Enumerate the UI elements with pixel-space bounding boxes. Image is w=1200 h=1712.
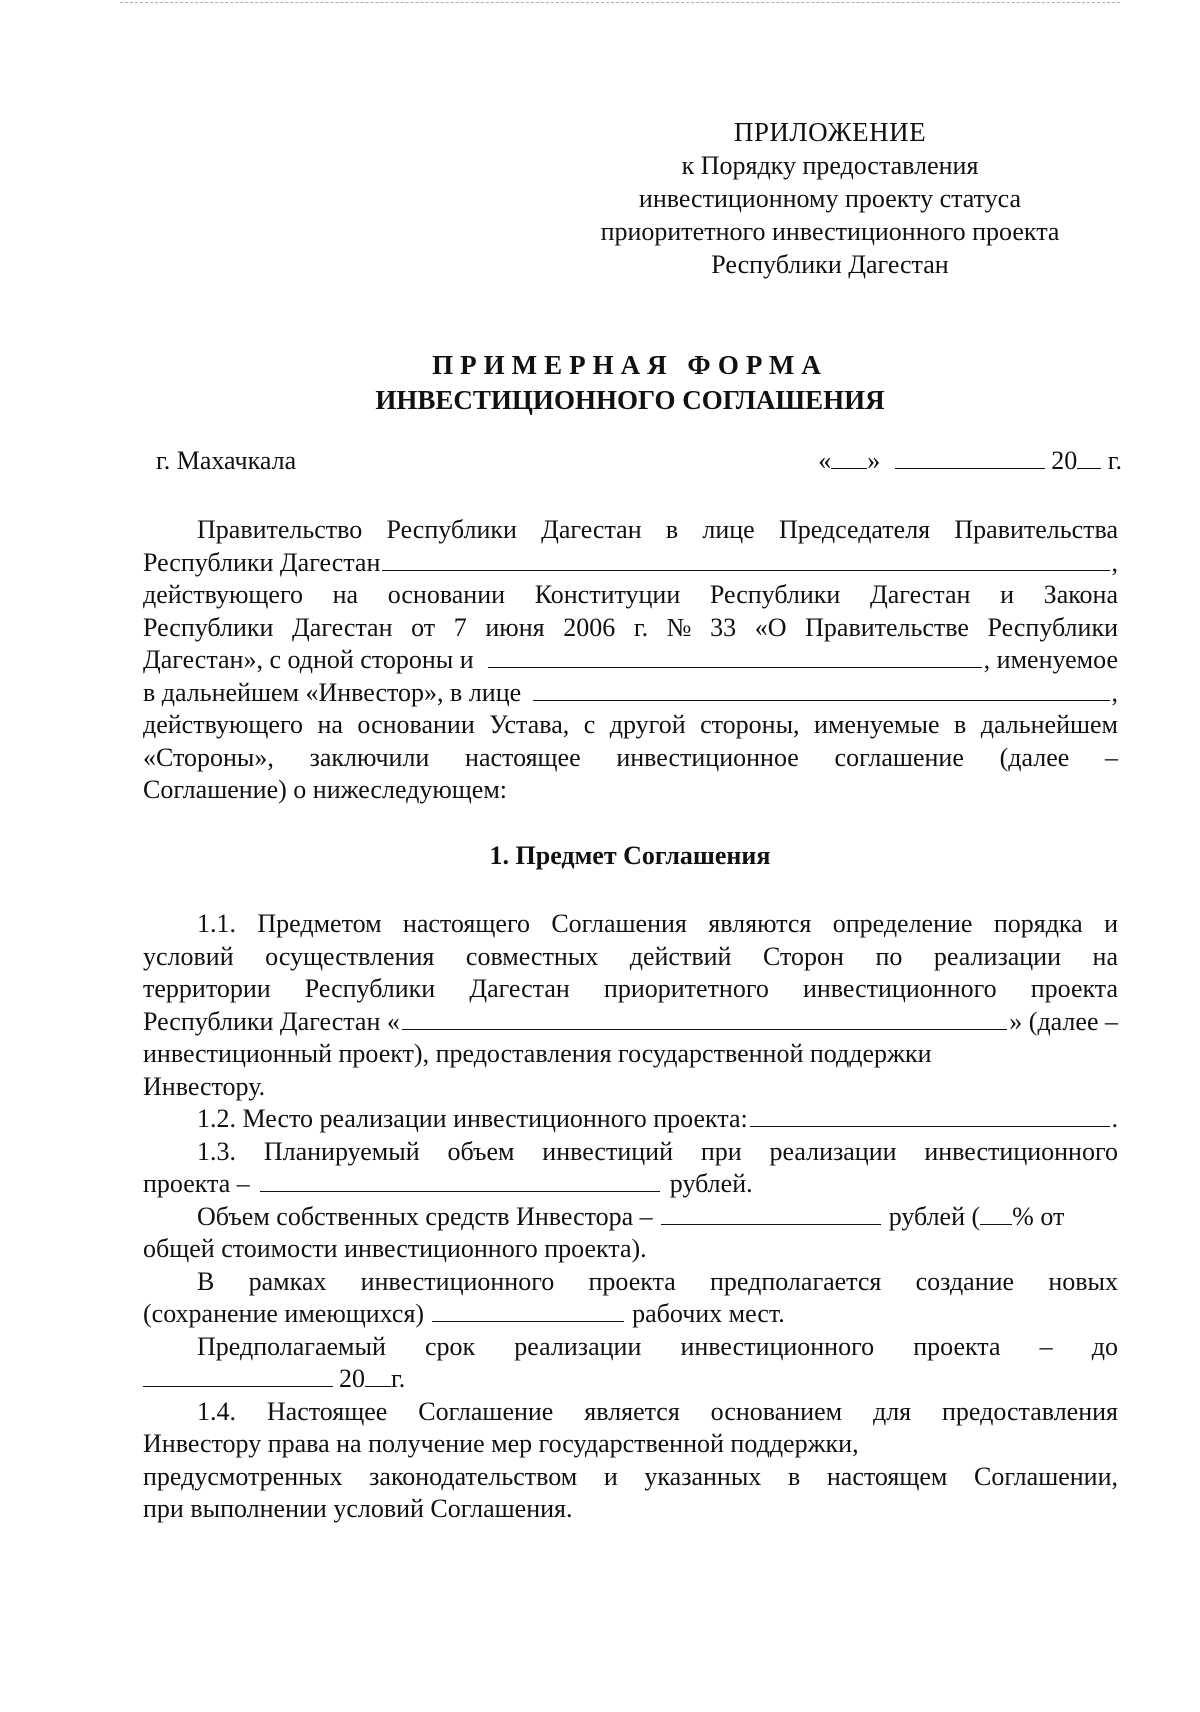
appendix-line: инвестиционному проекту статуса (638, 184, 1022, 213)
text: Республики Дагестан от 7 июня 2006 г. № 33 «О Правительстве Республики (143, 612, 1118, 642)
text: инвестиционный проект), предоставления государственной поддержки (143, 1039, 932, 1068)
text: , (1111, 677, 1118, 707)
representative-blank (533, 679, 1109, 701)
text: Республики Дагестан (143, 547, 381, 577)
text: при выполнении условий Соглашения. (143, 1494, 573, 1523)
jobs-blank (432, 1300, 624, 1322)
year-prefix: 20 (1051, 446, 1078, 475)
chairman-name-blank (382, 549, 1109, 571)
preamble-line (143, 514, 1118, 547)
clause-line (143, 1103, 1118, 1136)
clause-line (143, 1331, 1118, 1364)
section-title: 1. Предмет Соглашения (489, 841, 771, 870)
text: предусмотренных законодательством и указанных в настоящем Соглашении, (143, 1461, 1118, 1491)
appendix-line: к Порядку предоставления (681, 151, 979, 180)
text: рублей ( (888, 1201, 981, 1231)
month-blank (895, 447, 1045, 469)
text: «Стороны», заключили настоящее инвестиционное соглашение (далее – (143, 742, 1118, 772)
text: (сохранение имеющихся) (143, 1299, 425, 1328)
appendix-block (560, 116, 1100, 281)
text: В рамках инвестиционного проекта предполагается создание новых (197, 1266, 1118, 1296)
clause-line (143, 1071, 1118, 1104)
text: в дальнейшем «Инвестор», в лице (143, 677, 522, 707)
clause-line (143, 908, 1118, 941)
text: условий осуществления совместных действий Сторон по реализации на (143, 941, 1118, 971)
preamble-line (143, 677, 1118, 710)
text: общей стоимости инвестиционного проекта). (143, 1234, 647, 1263)
year-blank (1077, 447, 1101, 469)
text: г. (391, 1364, 406, 1393)
text: рабочих мест. (632, 1299, 785, 1328)
preamble-line (143, 644, 1118, 677)
text: проекта – (143, 1169, 250, 1198)
form-title (130, 348, 1130, 418)
clause-line (143, 1168, 1118, 1201)
text: Правительство Республики Дагестан в лице Председателя Правительства (197, 515, 1118, 544)
text: , (1111, 547, 1118, 577)
date-open-quote: « (818, 446, 832, 475)
clause-line (143, 1298, 1118, 1331)
text: Объем собственных средств Инвестора – (197, 1201, 653, 1231)
clause-line (143, 941, 1118, 974)
text: » (далее – (1009, 1006, 1118, 1036)
city-label: г. Махачкала (156, 446, 297, 475)
text: . (1111, 1104, 1118, 1133)
date-line (818, 446, 1122, 476)
form-title-line: ИНВЕСТИЦИОННОГО СОГЛАШЕНИЯ (375, 385, 885, 415)
clause-line (143, 1461, 1118, 1494)
text: Предполагаемый срок реализации инвестиционного проекта – до (197, 1331, 1118, 1361)
clause-line (143, 1428, 1118, 1461)
text: , именуемое (983, 645, 1118, 674)
appendix-line: Республики Дагестан (711, 250, 949, 279)
text: Республики Дагестан « (143, 1006, 400, 1036)
text: действующего на основании Устава, с другой стороны, именуемые в дальнейшем (143, 710, 1118, 739)
clause-line (143, 1396, 1118, 1429)
preamble-line (143, 612, 1118, 645)
appendix-line: приоритетного инвестиционного проекта (600, 217, 1060, 246)
text: 1.1. Предметом настоящего Соглашения являются определение порядка и (197, 909, 1118, 938)
preamble-line (143, 742, 1118, 775)
investor-name-blank (488, 646, 982, 668)
text: Дагестан», с одной стороны и (143, 645, 474, 674)
day-blank (831, 447, 867, 469)
clause-line (143, 1233, 1118, 1266)
clause-line (143, 1038, 1118, 1071)
preamble-line (143, 547, 1118, 580)
clause-line (143, 1006, 1118, 1039)
text: 1.4. Настоящее Соглашение является основанием для предоставления (197, 1396, 1118, 1426)
text: Соглашение) о нижеследующем: (143, 775, 508, 804)
scan-edge-line (120, 2, 1120, 3)
text: территории Республики Дагестан приоритетного инвестиционного проекта (143, 974, 1118, 1003)
appendix-title: ПРИЛОЖЕНИЕ (733, 117, 927, 147)
location-blank (750, 1105, 1110, 1127)
deadline-year-blank (365, 1365, 391, 1387)
clause-line (143, 1266, 1118, 1299)
preamble-line (143, 774, 1118, 807)
text: 1.2. Место реализации инвестиционного проекта: (197, 1104, 748, 1133)
text: Инвестору. (143, 1071, 266, 1101)
year-suffix: г. (1101, 446, 1122, 475)
clause-line (143, 1363, 1118, 1396)
deadline-blank (143, 1365, 333, 1387)
own-funds-blank (661, 1203, 881, 1225)
text: рублей. (669, 1169, 753, 1198)
clause-line (143, 1136, 1118, 1169)
section-1-body (143, 908, 1118, 1526)
text: 1.3. Планируемый объем инвестиций при реализации инвестиционного (197, 1136, 1118, 1166)
clause-line (143, 1201, 1118, 1234)
date-close-quote: » (867, 446, 881, 475)
project-name-blank (402, 1008, 1007, 1030)
percent-blank (980, 1203, 1012, 1225)
preamble (143, 514, 1118, 807)
text: % от (1012, 1201, 1065, 1231)
form-title-line: ПРИМЕРНАЯ ФОРМА (432, 350, 828, 380)
investment-amount-blank (260, 1170, 660, 1192)
text: Инвестору права на получение мер государственной поддержки, (143, 1429, 859, 1458)
preamble-line (143, 709, 1118, 742)
preamble-line (143, 579, 1118, 612)
clause-line (143, 1493, 1118, 1526)
text: действующего на основании Конституции Республики Дагестан и Закона (143, 580, 1118, 609)
text: 20 (339, 1364, 365, 1393)
clause-line (143, 973, 1118, 1006)
